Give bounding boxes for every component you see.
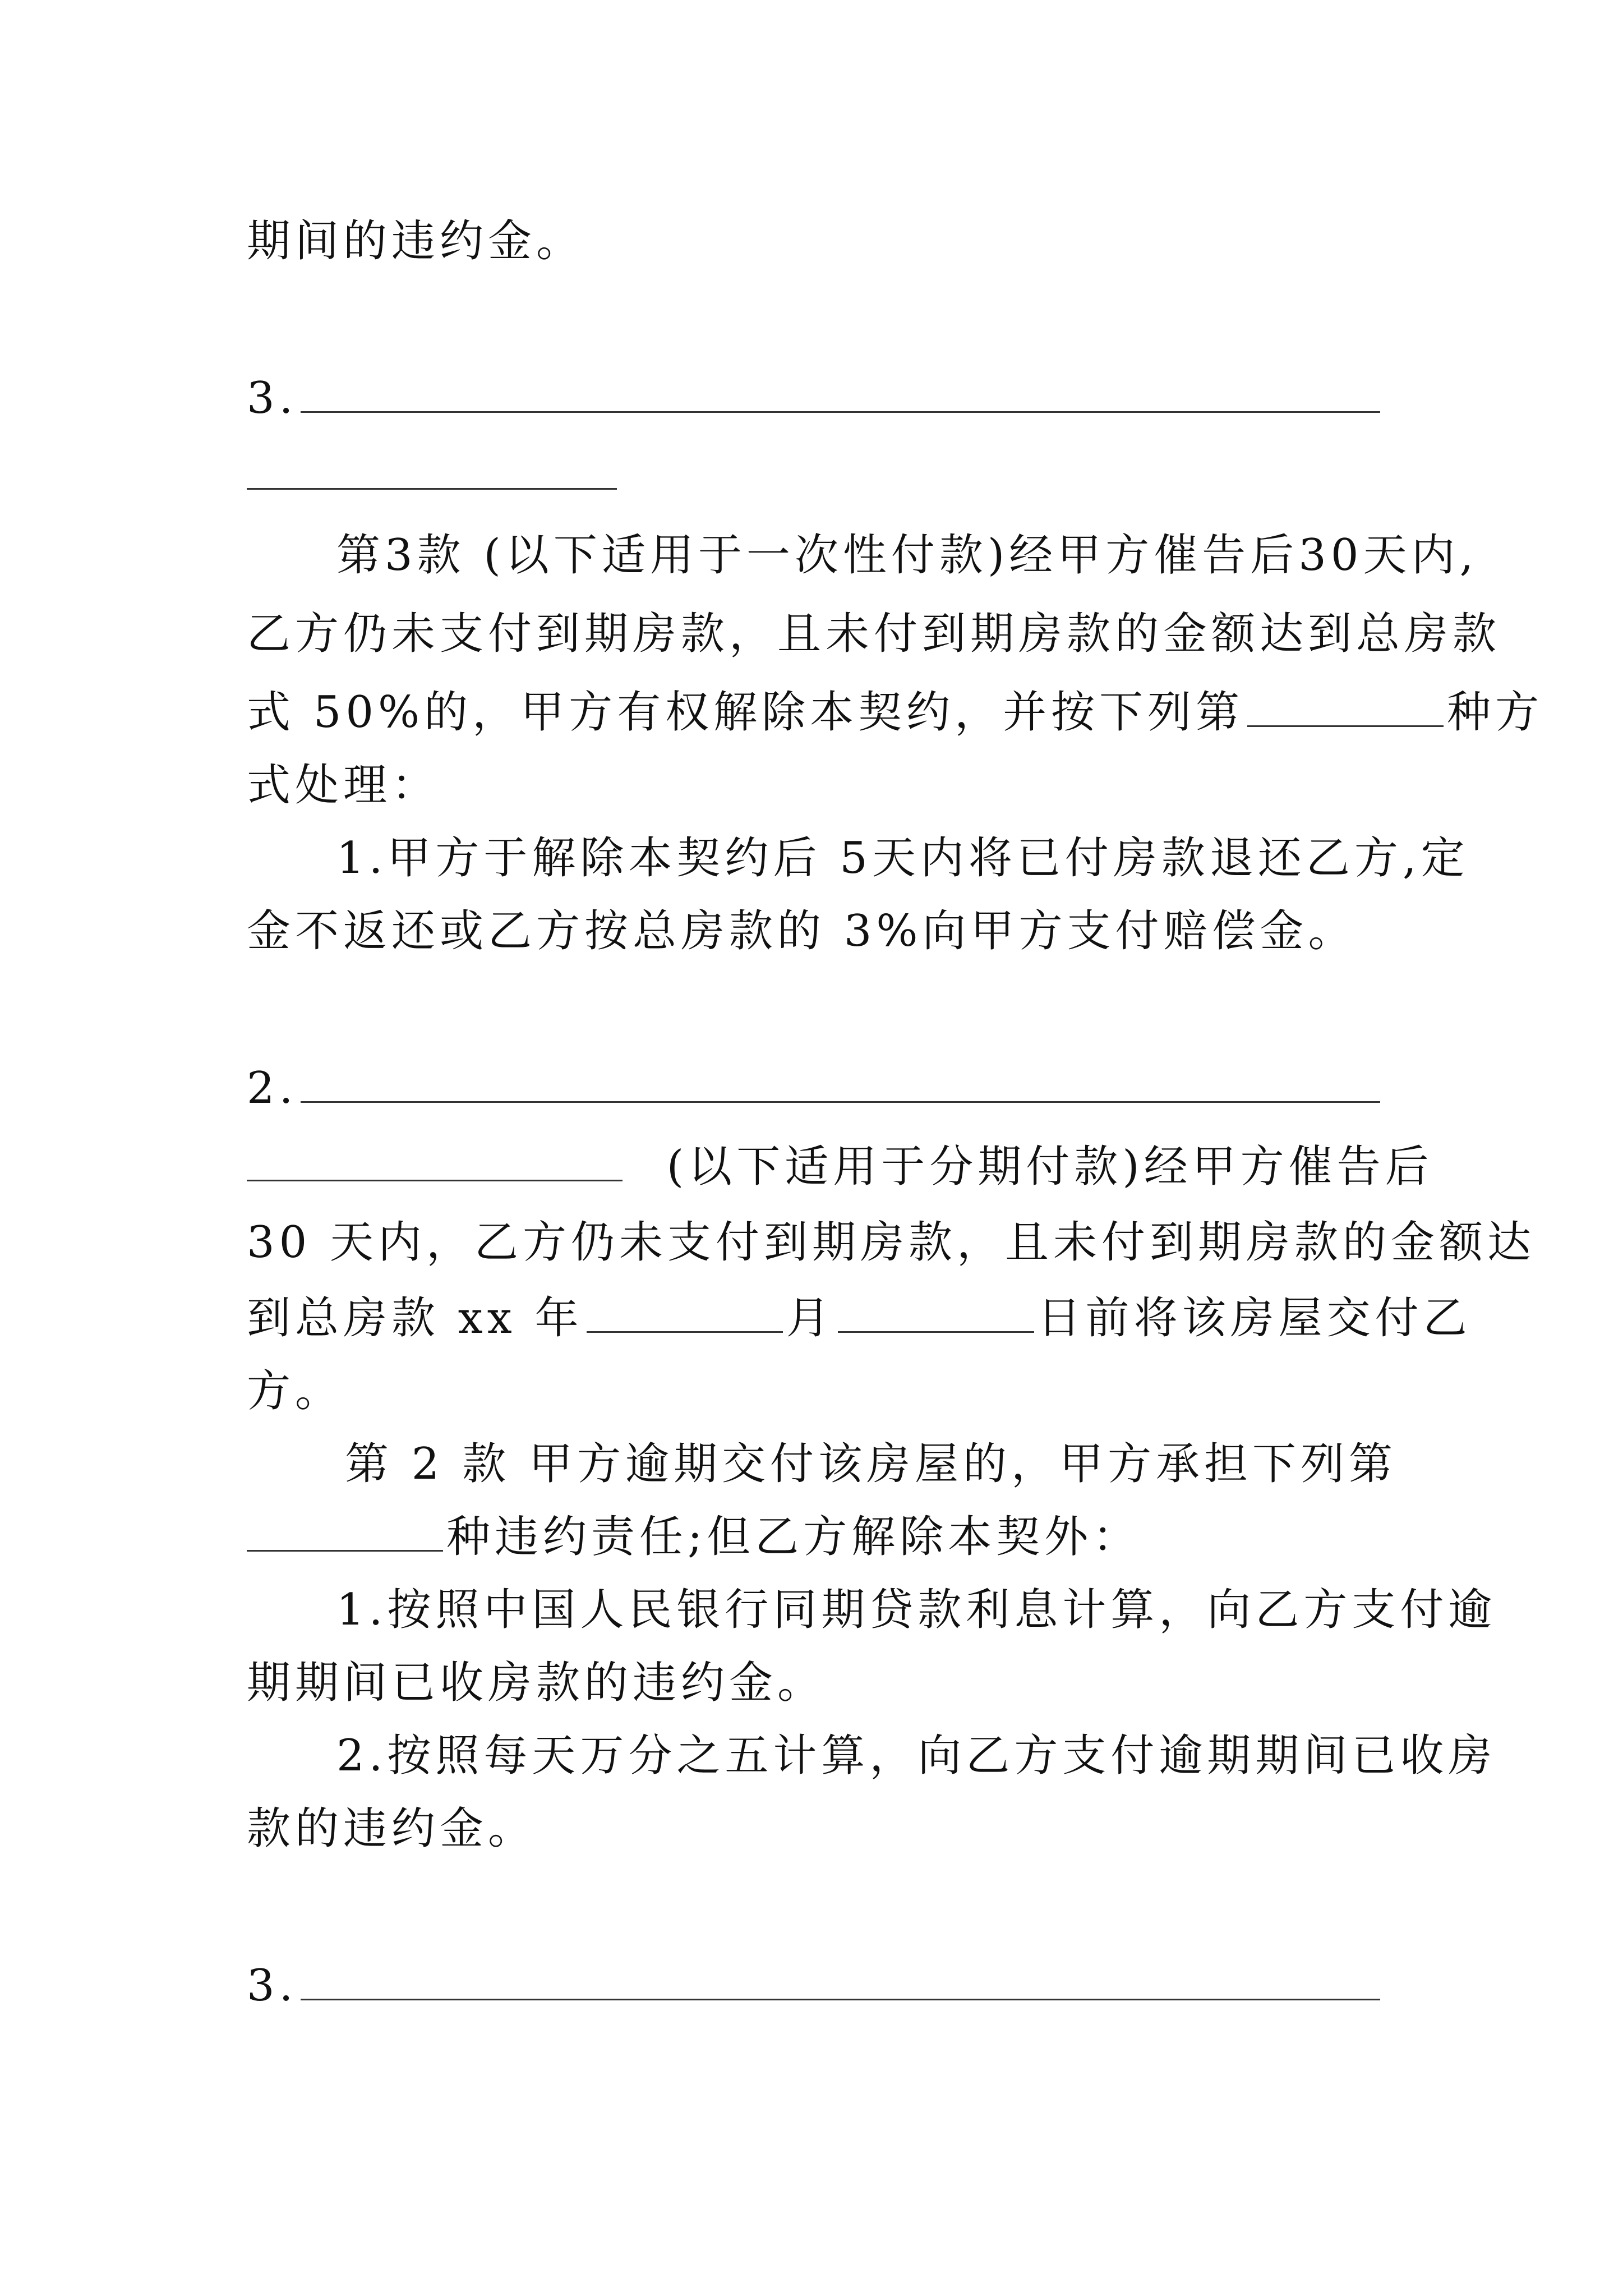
fill-in-blank[interactable] bbox=[247, 1140, 623, 1181]
text-line bbox=[247, 898, 1391, 965]
fill-in-blank[interactable] bbox=[301, 1062, 1380, 1103]
text-line bbox=[247, 1503, 1391, 1571]
blank-line bbox=[247, 1055, 1391, 1122]
blank-line bbox=[247, 1952, 1391, 2019]
text-line bbox=[336, 825, 1469, 892]
line-text: 月 bbox=[786, 1293, 834, 1343]
text-line bbox=[336, 1722, 1497, 1789]
text-line bbox=[247, 1358, 1391, 1425]
text-line bbox=[247, 600, 1501, 668]
fill-in-blank[interactable] bbox=[247, 488, 617, 490]
line-text: (以下适用于分期付款)经甲方催告后 bbox=[666, 1142, 1433, 1192]
clause-heading-line bbox=[345, 1430, 1399, 1498]
line-text: 日前将该房屋交付乙 bbox=[1037, 1293, 1472, 1343]
line-text: 种方 bbox=[1447, 687, 1544, 738]
item-number: 2. bbox=[247, 1063, 298, 1114]
line-text: 种违约责任;但乙方解除本契外： bbox=[446, 1512, 1141, 1562]
text-line bbox=[247, 1133, 1433, 1200]
fill-in-blank[interactable] bbox=[587, 1292, 783, 1333]
text-line bbox=[247, 1209, 1536, 1276]
line-text: 式处理： bbox=[247, 760, 440, 811]
fill-in-blank[interactable] bbox=[247, 1511, 443, 1552]
text-line bbox=[247, 752, 1391, 819]
fill-in-blank[interactable] bbox=[838, 1292, 1034, 1333]
line-text: 2.按照每天万分之五计算，向乙方支付逾期期间已收房 bbox=[336, 1731, 1497, 1781]
line-text: 式 50%的，甲方有权解除本契约，并按下列第 bbox=[247, 687, 1244, 738]
fill-in-blank[interactable] bbox=[301, 372, 1380, 413]
text-line bbox=[247, 1285, 1472, 1352]
line-text: 1.按照中国人民银行同期贷款利息计算，向乙方支付逾 bbox=[336, 1585, 1497, 1635]
line-text: 第 2 款 甲方逾期交付该房屋的，甲方承担下列第 bbox=[345, 1439, 1398, 1489]
line-text: 到总房款 xx 年 bbox=[247, 1293, 583, 1343]
line-text: 方。 bbox=[247, 1366, 344, 1416]
text-line bbox=[247, 1649, 1391, 1717]
line-text: 1.甲方于解除本契约后 5天内将已付房款退还乙方,定 bbox=[336, 833, 1469, 884]
item-number: 3. bbox=[247, 1961, 298, 2011]
item-number: 3. bbox=[247, 373, 298, 424]
text-line bbox=[247, 1795, 1391, 1862]
line-text: 款的违约金。 bbox=[247, 1803, 537, 1854]
clause-heading-line bbox=[336, 522, 1478, 589]
text-line bbox=[247, 208, 1391, 275]
line-text: 第3款 (以下适用于一次性付款)经甲方催告后30天内, bbox=[336, 530, 1478, 581]
line-text: 期间的违约金。 bbox=[247, 216, 585, 266]
fill-in-blank[interactable] bbox=[1247, 686, 1444, 727]
line-text: 30 天内，乙方仍未支付到期房款，且未付到期房款的金额达 bbox=[247, 1217, 1536, 1268]
fill-in-blank[interactable] bbox=[301, 1959, 1380, 2000]
text-line bbox=[336, 1576, 1497, 1644]
line-text: 乙方仍未支付到期房款，且未付到期房款的金额达到总房款 bbox=[247, 609, 1501, 659]
blank-line bbox=[247, 365, 1391, 432]
line-text: 金不返还或乙方按总房款的 3%向甲方支付赔偿金。 bbox=[247, 906, 1357, 956]
text-line bbox=[247, 679, 1544, 746]
line-text: 期期间已收房款的违约金。 bbox=[247, 1658, 826, 1708]
